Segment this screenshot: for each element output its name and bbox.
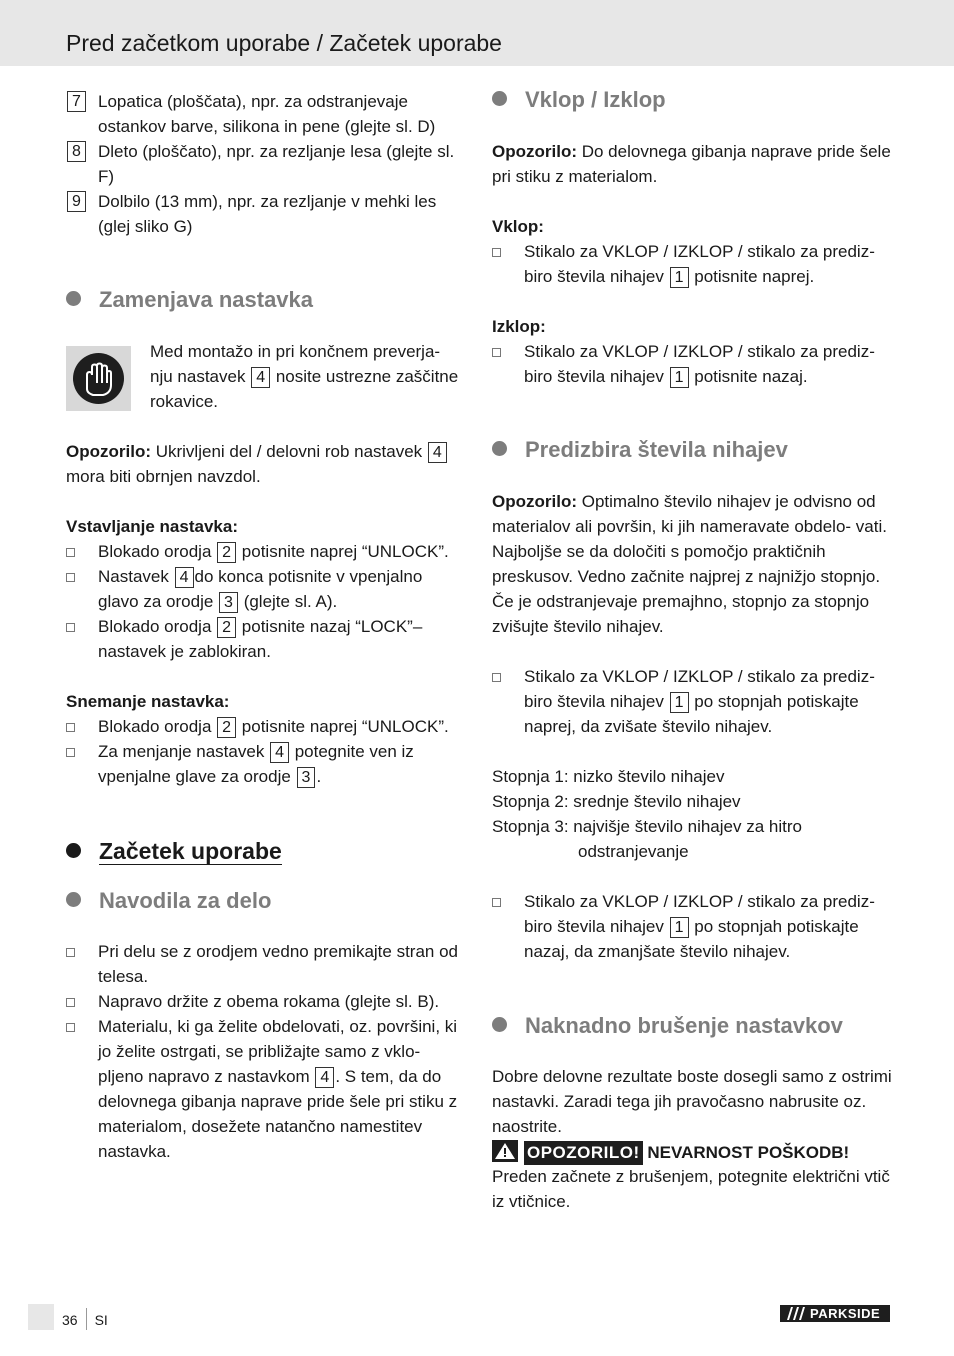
warning-label: OPOZORILO! (524, 1141, 643, 1165)
subheading-insert: Vstavljanje nastavka: (66, 517, 238, 536)
language-code: SI (94, 1312, 108, 1328)
page-title: Pred začetkom uporabe / Začetek uporabe (66, 30, 502, 56)
paragraph: Preden začnete z brušenjem, potegnite električni vtič iz vtičnice. (492, 1167, 890, 1211)
bullet-dot-icon (66, 843, 81, 858)
checkbox-bullet-icon (66, 1023, 75, 1032)
warning-paragraph: Opozorilo: Do delovnega gibanja naprave pride šele pri stiku z materialom. (492, 142, 891, 186)
item-text: Dleto (ploščato), npr. za rezljanje lesa (glejte sl. F) (98, 142, 455, 186)
gloves-note: Med montažo in pri končnem preverja- nju nastavek 4 nosite ustrezne zaščitne rokavice. (150, 342, 459, 411)
logo-stripes-icon (784, 1307, 806, 1324)
ref-number: 4 (428, 442, 447, 463)
ref-number: 4 (251, 367, 270, 388)
list-item: Nastavek 4 do konca potisnite v vpenjalno glavo za orodje 3 (glejte sl. A). (66, 564, 466, 614)
item-number: 9 (67, 191, 86, 212)
gloves-icon (66, 346, 131, 411)
list-item: Stikalo za VKLOP / IZKLOP / stikalo za prediz- biro števila nihajev 1 po stopnjah potiskajte naprej, da zvišate število nihajev. (492, 664, 892, 739)
list-item: Blokado orodja 2 potisnite naprej “UNLOCK”. (66, 714, 466, 739)
list-item: Za menjanje nastavek 4 potegnite ven iz vpenjalne glave za orodje 3 . (66, 739, 466, 789)
bullet-dot-icon (492, 1017, 507, 1032)
page-number: 36 (62, 1312, 78, 1328)
checkbox-bullet-icon (492, 898, 501, 907)
list-item (66, 139, 466, 189)
level-list: Stopnja 1: nizko število nihajev Stopnja 2: srednje število nihajev Stopnja 3: najvišje število nihajev za hitro odstranjevanje (492, 767, 802, 861)
list-item: Blokado orodja 2 potisnite naprej “UNLOCK”. (66, 539, 466, 564)
bullet-dot-icon (492, 91, 507, 106)
item-text: Lopatica (ploščata), npr. za odstranjevaje ostankov barve, silikona in pene (glejte sl. D) (98, 92, 436, 136)
warning-title: NEVARNOST POŠKODB! (647, 1143, 850, 1162)
footer-page-info (62, 1308, 108, 1330)
checkbox-bullet-icon (492, 673, 501, 682)
item-number: 7 (67, 91, 86, 112)
footer-marker (28, 1304, 54, 1330)
warning-paragraph: Opozorilo: Ukrivljeni del / delovni rob nastavek 4 mora biti obrnjen navzdol. (66, 439, 466, 489)
item-text: Dolbilo (13 mm), npr. za rezljanje v mehki les (glej sliko G) (98, 192, 437, 236)
checkbox-bullet-icon (66, 573, 75, 582)
list-item: Materialu, ki ga želite obdelovati, oz. površini, ki jo želite ostrgati, se približajte samo z vklo- pljeno napravo z nastavkom 4 . S tem, da do delovnega gibanja naprave pride šele pri stiku z materialom, dosežete natančno namestitev nastavka. (66, 1014, 466, 1164)
item-number: 8 (67, 141, 86, 162)
list-item (66, 89, 466, 139)
list-item: Stikalo za VKLOP / IZKLOP / stikalo za prediz- biro števila nihajev 1 potisnite nazaj. (492, 339, 892, 389)
section-heading-zamenjava: Zamenjava nastavka (66, 285, 313, 315)
section-heading-brusenje: Naknadno brušenje nastavkov (492, 1011, 843, 1041)
section-heading-zacetek: Začetek uporabe (66, 836, 282, 866)
checkbox-bullet-icon (66, 623, 75, 632)
bullet-dot-icon (66, 291, 81, 306)
list-item: Blokado orodja 2 potisnite nazaj “LOCK”– nastavek je zablokiran. (66, 614, 466, 664)
bullet-dot-icon (492, 441, 507, 456)
section-heading-navodila: Navodila za delo (66, 886, 271, 916)
checkbox-bullet-icon (492, 248, 501, 257)
subheading-on: Vklop: (492, 217, 544, 236)
paragraph: Dobre delovne rezultate boste dosegli samo z ostrimi nastavki. Zaradi tega jih pravočasno nabrusite oz. naostrite. (492, 1067, 892, 1136)
section-heading-vklop: Vklop / Izklop (492, 85, 666, 115)
checkbox-bullet-icon (66, 548, 75, 557)
list-item: Pri delu se z orodjem vedno premikajte stran od telesa. (66, 939, 466, 989)
brand-logo: PARKSIDE (780, 1305, 890, 1322)
checkbox-bullet-icon (66, 998, 75, 1007)
checkbox-bullet-icon (66, 723, 75, 732)
checkbox-bullet-icon (66, 948, 75, 957)
warning-paragraph: Opozorilo: Optimalno število nihajev je odvisno od materialov ali površin, ki jih nameravate obdelo- vati. Najboljše se da določiti s pomočjo praktičnih preskusov. Vedno začnite najprej z najnižjo stopnjo. Če je odstranjevaje premajhno, stopnjo za stopnjo zvišujte število nihajev. (492, 492, 887, 636)
page-header (0, 0, 954, 66)
checkbox-bullet-icon (66, 748, 75, 757)
checkbox-bullet-icon (492, 348, 501, 357)
subheading-remove: Snemanje nastavka: (66, 692, 230, 711)
list-item: Stikalo za VKLOP / IZKLOP / stikalo za prediz- biro števila nihajev 1 po stopnjah potiskajte nazaj, da zmanjšate število nihajev. (492, 889, 892, 964)
section-heading-predizbira: Predizbira števila nihajev (492, 435, 788, 465)
bullet-dot-icon (66, 892, 81, 907)
subheading-off: Izklop: (492, 317, 546, 336)
list-item: Stikalo za VKLOP / IZKLOP / stikalo za prediz- biro števila nihajev 1 potisnite naprej. (492, 239, 892, 289)
list-item: Napravo držite z obema rokama (glejte sl. B). (66, 989, 466, 1014)
list-item (66, 189, 466, 239)
